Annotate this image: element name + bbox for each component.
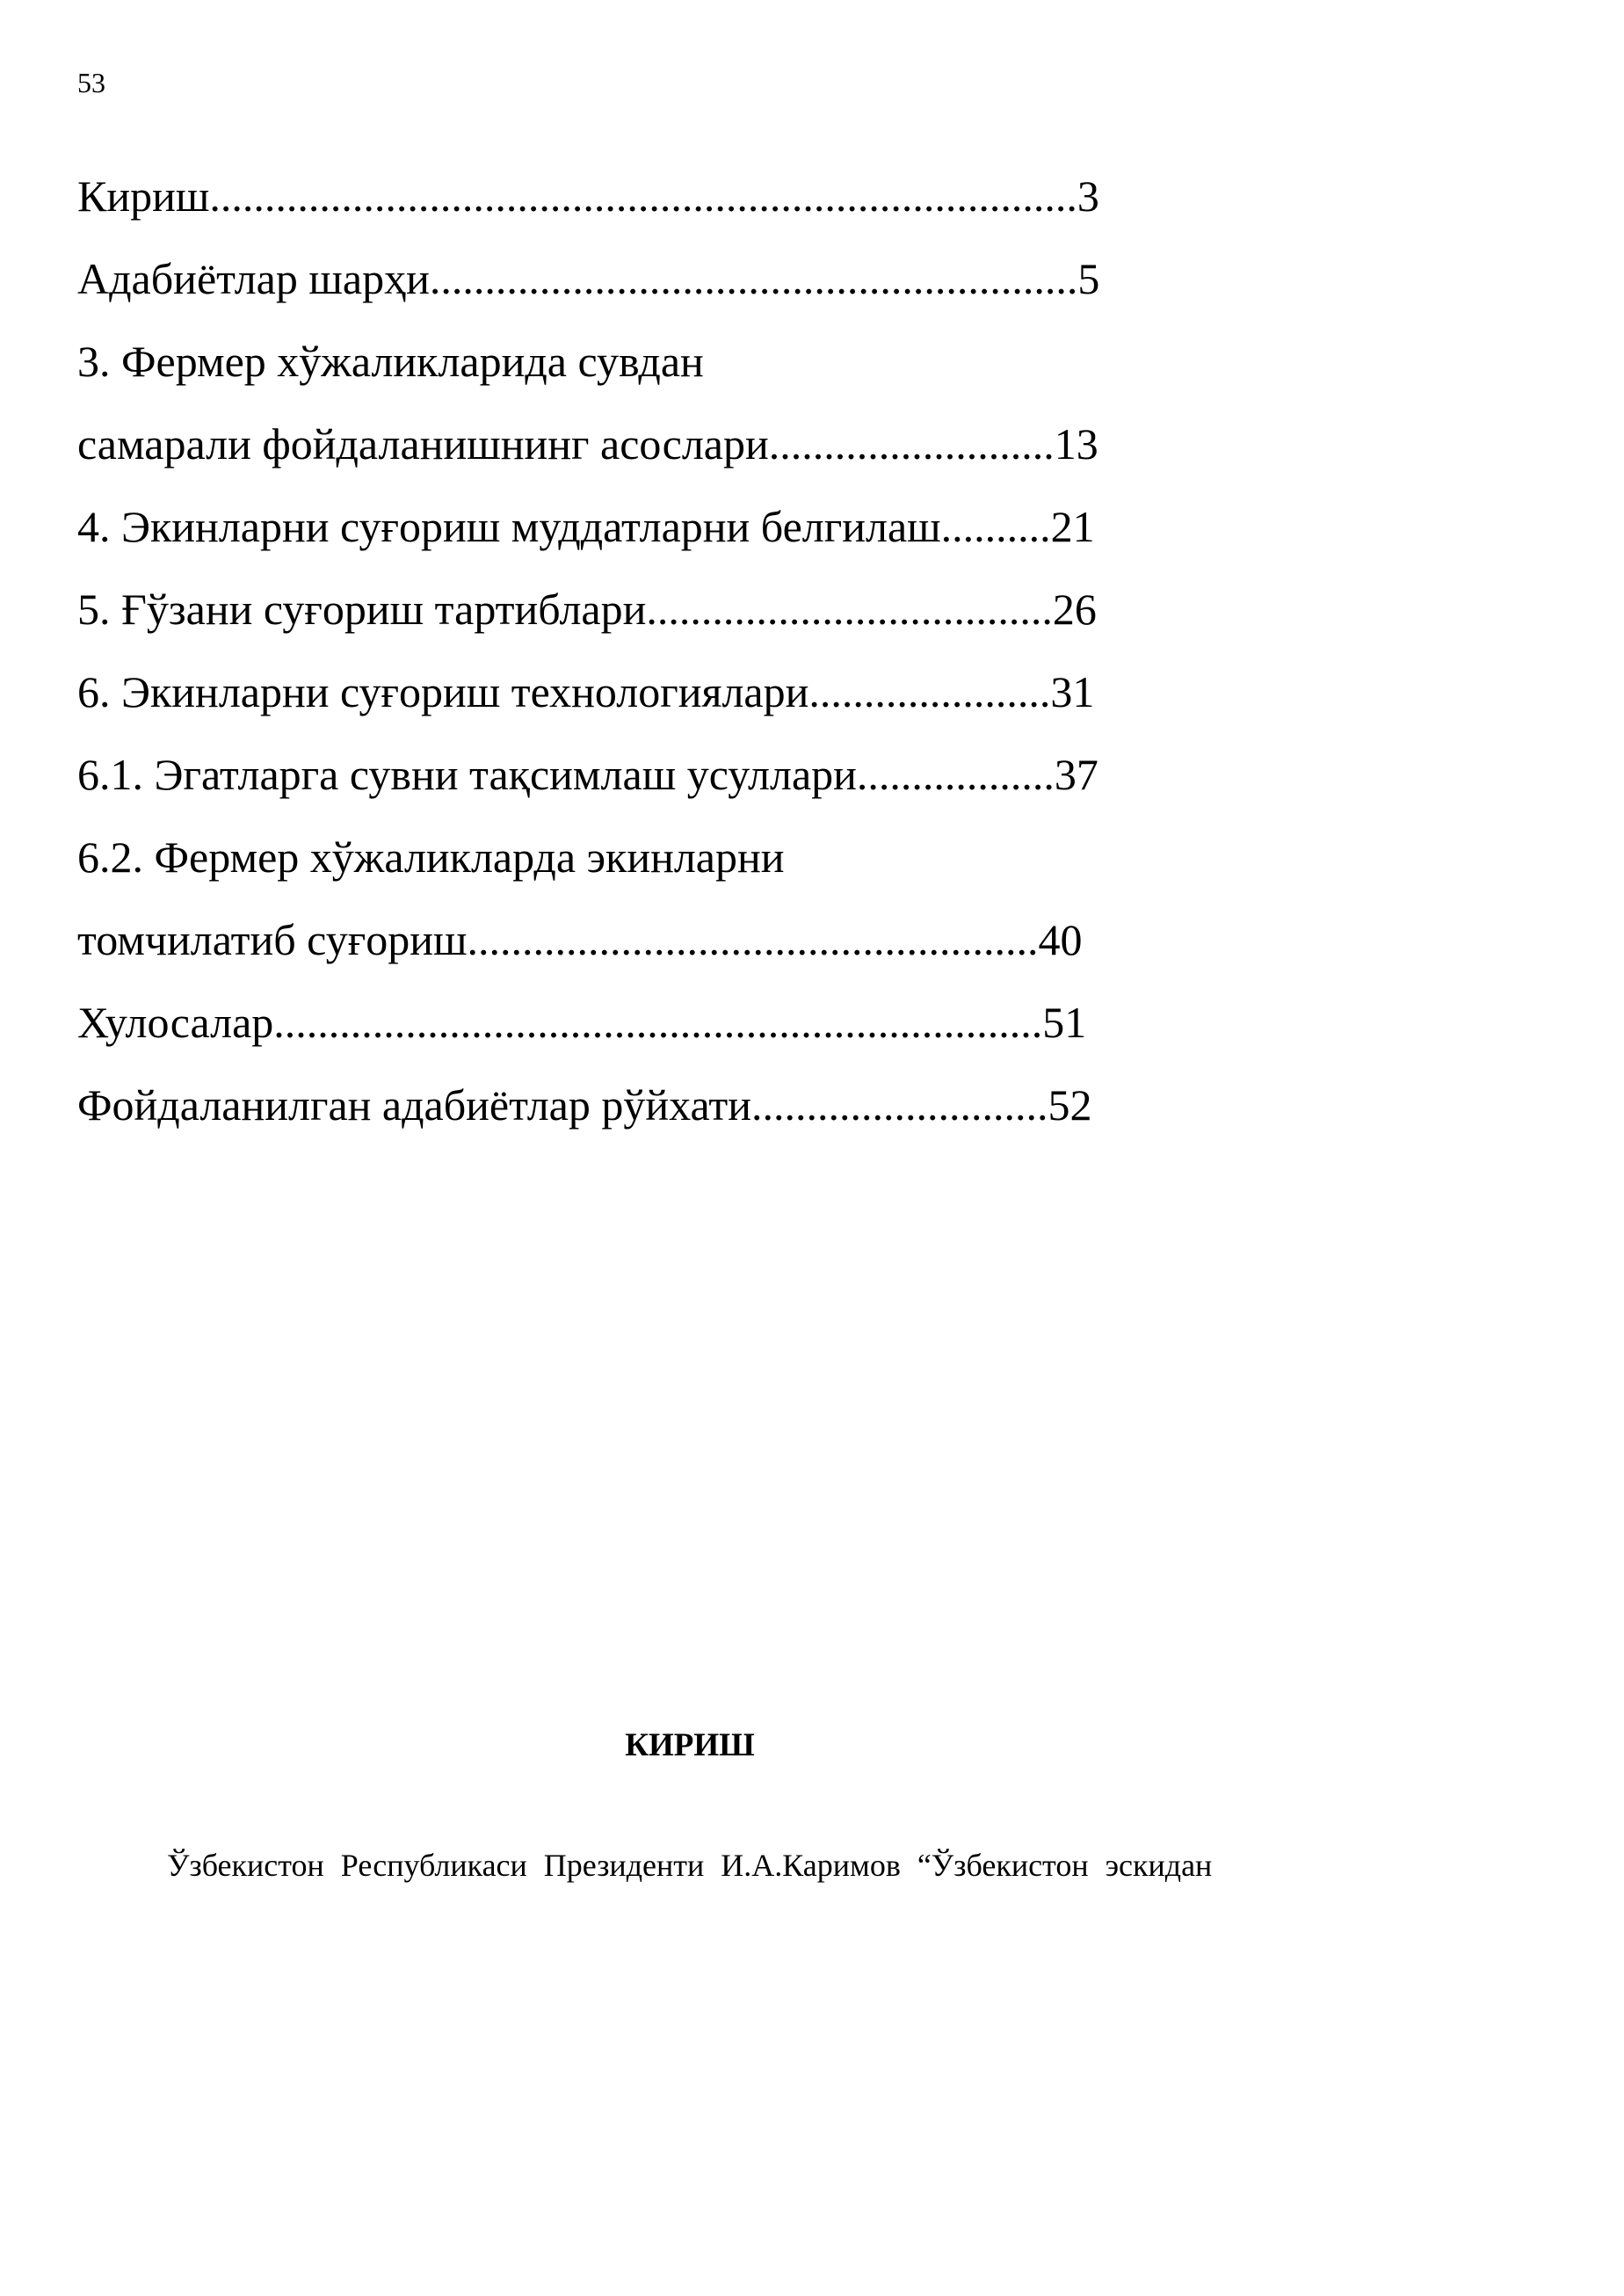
table-of-contents xyxy=(77,155,1237,1146)
toc-entry-chapter-4: 4. Экинларни суғориш муддатларни белгилаш..........21 xyxy=(77,502,1095,551)
toc-entry-section-6-2-line-2: томчилатиб суғориш....................................................40 xyxy=(77,915,1083,964)
toc-entry-section-6-2-line-1: 6.2. Фермер хўжаликларда экинларни xyxy=(77,832,785,882)
toc-entry-section-6-1: 6.1. Эгатларга сувни тақсимлаш усуллари..................37 xyxy=(77,750,1098,799)
toc-entry-references: Фойдаланилган адабиётлар рўйхати...........................52 xyxy=(77,1080,1092,1130)
page-number: 53 xyxy=(77,67,105,98)
toc-entry-literature-review: Адабиётлар шарҳи...........................................................5 xyxy=(77,254,1100,303)
toc-entry-conclusions: Хулосалар......................................................................51 xyxy=(77,998,1087,1047)
toc-entry-chapter-5: 5. Ғўзани суғориш тартиблари.....................................26 xyxy=(77,585,1097,634)
toc-entry-chapter-3-line-2: самарали фойдаланишнинг асослари..........................13 xyxy=(77,419,1098,469)
toc-entry-chapter-6: 6. Экинларни суғориш технологиялари......................31 xyxy=(77,667,1095,716)
toc-entry-chapter-3-line-1: 3. Фермер хўжаликларида сувдан xyxy=(77,337,704,386)
intro-paragraph: Ўзбекистон Республикаси Президенти И.А.Каримов “Ўзбекистон эскидан xyxy=(167,1848,1213,1883)
toc-entry-introduction: Кириш...............................................................................3 xyxy=(77,171,1099,221)
section-heading: КИРИШ xyxy=(625,1727,755,1763)
